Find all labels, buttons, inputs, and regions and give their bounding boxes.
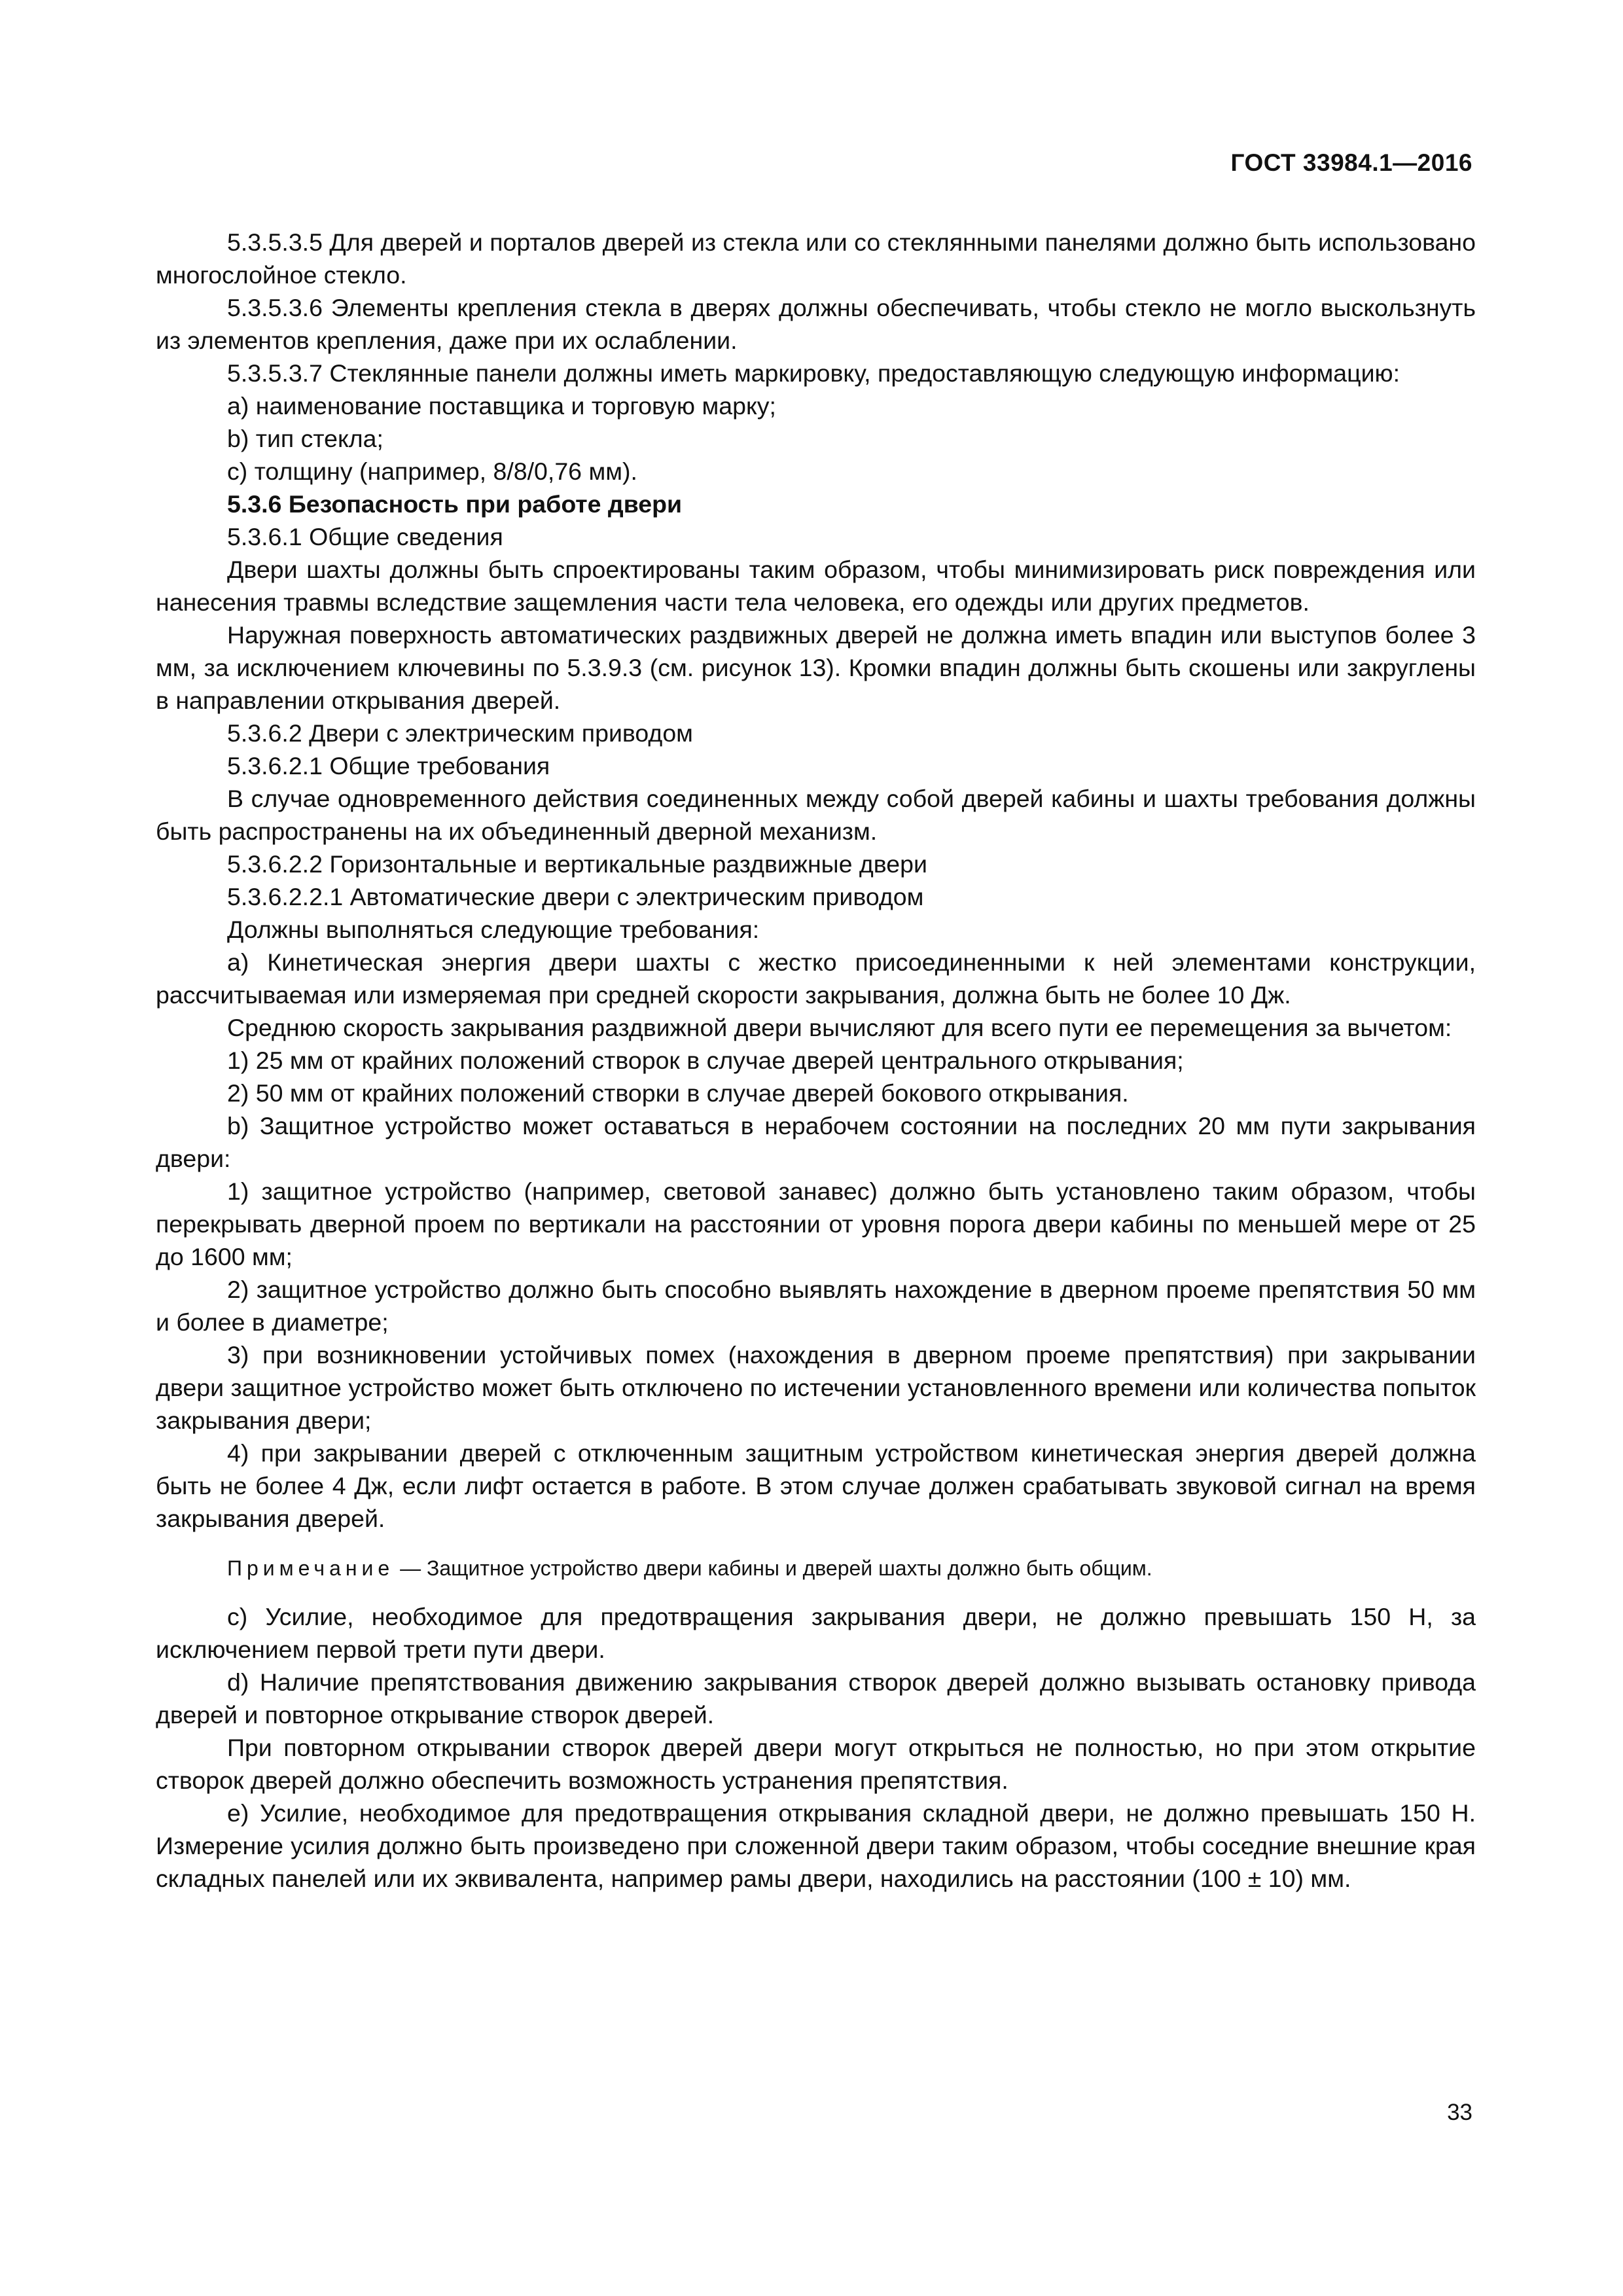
page-number: 33 (1447, 2100, 1472, 2125)
section-heading-5-3-6: 5.3.6 Безопасность при работе двери (227, 490, 683, 518)
speed-exclusion-1: 1) 25 мм от крайних положений створок в случае дверей центрального открывания; (227, 1047, 1184, 1074)
note-label: Примечание (227, 1556, 395, 1580)
subsection-heading-5-3-6-2-1: 5.3.6.2.1 Общие требования (227, 752, 550, 780)
paragraph-general-doors: Двери шахты должны быть спроектированы таким образом, чтобы минимизировать риск повреждения или нанесения травмы вследствие защемления части тела человека, его одежды или других предметов. (156, 556, 1476, 616)
protective-device-2: 2) защитное устройство должно быть способно выявлять нахождение в дверном проеме препятствия 50 мм и более в диаметре; (156, 1276, 1476, 1336)
paragraph-5-3-5-3-6: 5.3.5.3.6 Элементы крепления стекла в дверях должны обеспечивать, чтобы стекло не могло выскользнуть из элементов крепления, даже при их ослаблении. (156, 294, 1476, 354)
requirement-c: c) Усилие, необходимое для предотвращения закрывания двери, не должно превышать 150 Н, за исключением первой трети пути двери. (156, 1603, 1476, 1663)
protective-device-1: 1) защитное устройство (например, световой занавес) должно быть установлено таким образом, чтобы перекрывать дверной проем по вертикали на расстоянии от уровня порога двери кабины по меньшей мере от 25 до 1600 мм; (156, 1177, 1476, 1270)
subsection-heading-5-3-6-2: 5.3.6.2 Двери с электрическим приводом (227, 719, 693, 747)
paragraph-combined-mechanism: В случае одновременного действия соединенных между собой дверей кабины и шахты требования должны быть распространены на их объединенный дверной механизм. (156, 785, 1476, 845)
protective-device-4: 4) при закрывании дверей с отключенным защитным устройством кинетическая энергия дверей должна быть не более 4 Дж, если лифт остается в работе. В этом случае должен срабатывать звуковой сигнал на время закрывания дверей. (156, 1439, 1476, 1532)
paragraph-outer-surface: Наружная поверхность автоматических раздвижных дверей не должна иметь впадин или выступов более 3 мм, за исключением ключевины по 5.3.9.3 (см. рисунок 13). Кромки впадин должны быть скошены или закруглены в направлении открывания дверей. (156, 621, 1476, 714)
subsection-heading-5-3-6-2-2: 5.3.6.2.2 Горизонтальные и вертикальные раздвижные двери (227, 850, 927, 878)
protective-device-3: 3) при возникновении устойчивых помех (нахождения в дверном проеме препятствия) при закрывании двери защитное устройство может быть отключено по истечении установленного времени или количества попыток закрывания двери; (156, 1341, 1476, 1434)
note (156, 1553, 1476, 1583)
requirement-b: b) Защитное устройство может оставаться в нерабочем состоянии на последних 20 мм пути закрывания двери: (156, 1112, 1476, 1172)
subsection-heading-5-3-6-2-2-1: 5.3.6.2.2.1 Автоматические двери с электрическим приводом (227, 883, 924, 910)
paragraph-requirements-intro: Должны выполняться следующие требования: (227, 916, 760, 943)
note-text: — Защитное устройство двери кабины и дверей шахты должно быть общим. (394, 1556, 1152, 1580)
list-item-c: c) толщину (например, 8/8/0,76 мм). (227, 457, 637, 485)
requirement-e: e) Усилие, необходимое для предотвращения открывания складной двери, не должно превышать 150 Н. Измерение усилия должно быть произведено при сложенной двери таким образом, чтобы соседние внешние края складных панелей или их эквивалента, например рамы двери, находились на расстоянии (100 ± 10) мм. (156, 1799, 1476, 1892)
speed-exclusion-2: 2) 50 мм от крайних положений створки в случае дверей бокового открывания. (227, 1079, 1129, 1107)
document-body (156, 226, 1476, 1895)
requirement-a: a) Кинетическая энергия двери шахты с жестко присоединенными к ней элементами конструкции, рассчитываемая или измеряемая при средней скорости закрывания, должна быть не более 10 Дж. (156, 948, 1476, 1009)
document-header: ГОСТ 33984.1—2016 (1230, 149, 1472, 176)
list-item-a: a) наименование поставщика и торговую марку; (227, 392, 776, 420)
subsection-heading-5-3-6-1: 5.3.6.1 Общие сведения (227, 523, 503, 550)
paragraph-5-3-5-3-5: 5.3.5.3.5 Для дверей и порталов дверей из стекла или со стеклянными панелями должно быть использовано многослойное стекло. (156, 228, 1476, 289)
paragraph-reopening: При повторном открывании створок дверей двери могут открыться не полностью, но при этом открытие створок дверей должно обеспечить возможность устранения препятствия. (156, 1734, 1476, 1794)
paragraph-average-speed: Среднюю скорость закрывания раздвижной двери вычисляют для всего пути ее перемещения за вычетом: (227, 1014, 1452, 1041)
list-item-b: b) тип стекла; (227, 425, 383, 452)
paragraph-5-3-5-3-7: 5.3.5.3.7 Стеклянные панели должны иметь маркировку, предоставляющую следующую информацию: (227, 359, 1400, 387)
requirement-d: d) Наличие препятствования движению закрывания створок дверей должно вызывать остановку привода дверей и повторное открывание створок дверей. (156, 1668, 1476, 1729)
